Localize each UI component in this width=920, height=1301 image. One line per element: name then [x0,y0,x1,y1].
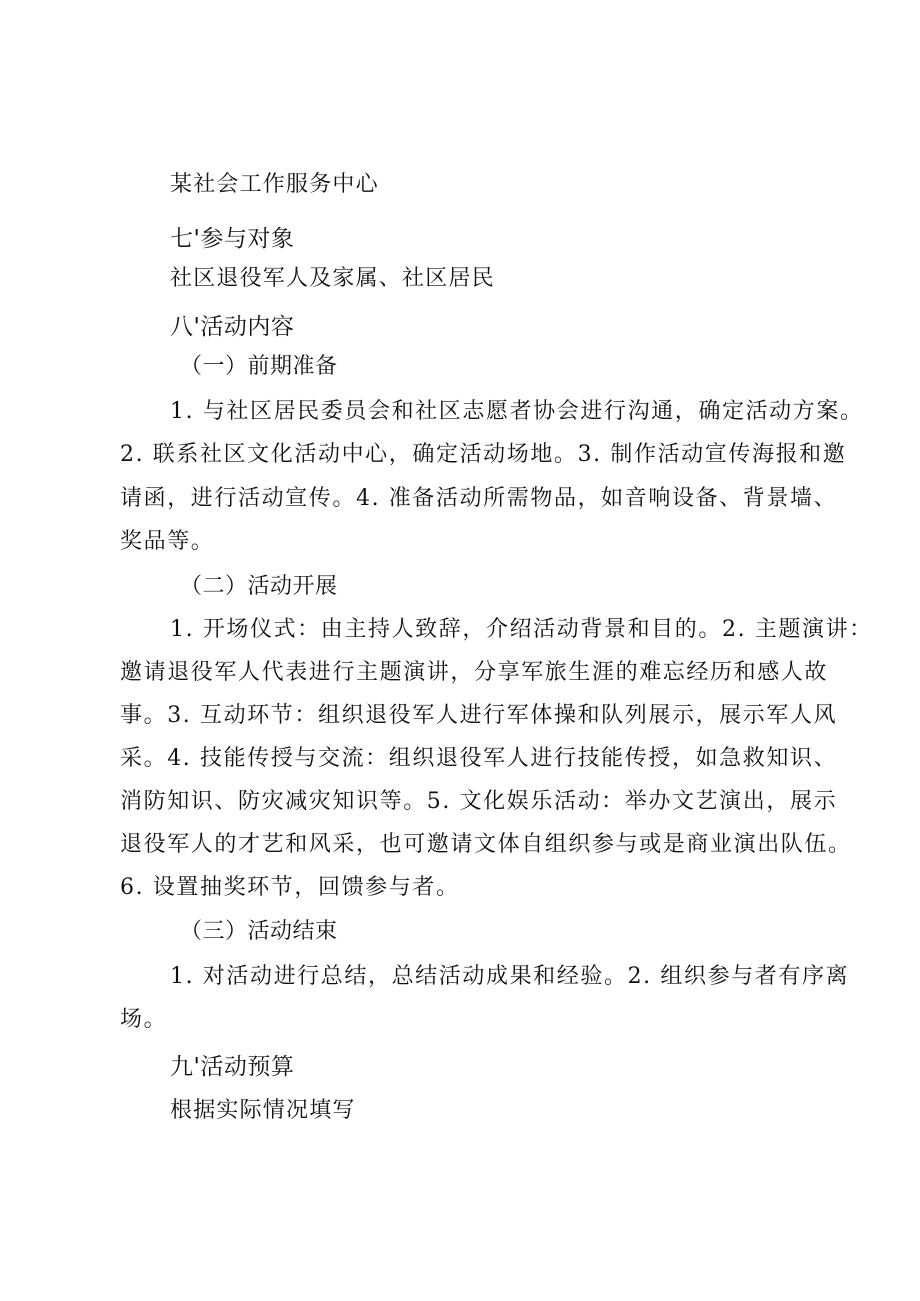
prep-line-1: 1. 与社区居民委员会和社区志愿者协会进行沟通，确定活动方案。 [170,399,864,424]
prep-line-4: 奖品等。 [120,529,215,554]
subheading-end: （三）活动结束 [180,919,338,944]
budget-text: 根据实际情况填写 [170,1098,356,1123]
prep-line-2: 2. 联系社区文化活动中心，确定活动场地。3. 制作活动宣传海报和邀 [120,442,847,467]
org-name: 某社会工作服务中心 [170,172,379,197]
section-heading-9: 九'活动预算 [170,1054,295,1080]
end-line-1: 1. 对活动进行总结，总结活动成果和经验。2. 组织参与者有序离 [170,964,850,989]
activity-line-2: 邀请退役军人代表进行主题演讲，分享军旅生涯的难忘经历和感人故 [120,660,829,685]
prep-line-3: 请函，进行活动宣传。4. 准备活动所需物品，如音响设备、背景墙、 [120,486,838,511]
section-heading-7: 七'参与对象 [170,226,295,252]
section-heading-8: 八'活动内容 [170,314,295,340]
subheading-prep: （一）前期准备 [180,354,338,379]
activity-line-1: 1. 开场仪式：由主持人致辞，介绍活动背景和目的。2. 主题演讲： [170,617,873,642]
activity-line-4: 采。4. 技能传授与交流：组织退役军人进行技能传授，如急救知识、 [120,746,838,771]
activity-line-7: 6. 设置抽奖环节，回馈参与者。 [120,875,460,900]
participants-text: 社区退役军人及家属、社区居民 [170,266,495,291]
end-line-2: 场。 [120,1007,168,1032]
activity-line-5: 消防知识、防灾减灾知识等。5. 文化娱乐活动：举办文艺演出，展示 [120,789,838,814]
subheading-activity: （二）活动开展 [180,574,338,599]
activity-line-3: 事。3. 互动环节：组织退役军人进行军体操和队列展示，展示军人风 [120,703,838,728]
activity-line-6: 退役军人的才艺和风采，也可邀请文体自组织参与或是商业演出队伍。 [120,832,852,857]
